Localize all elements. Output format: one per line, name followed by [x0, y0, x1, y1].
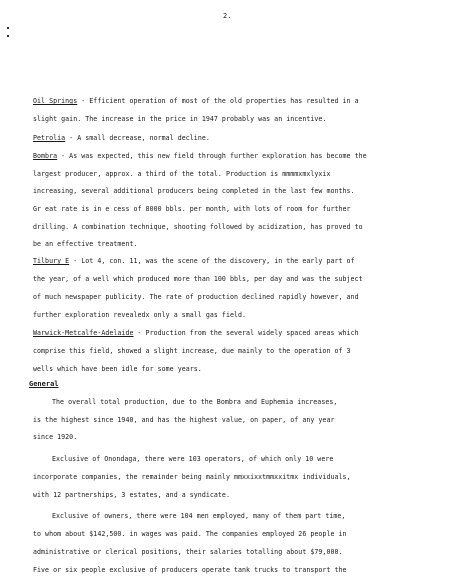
oil-springs-line-1	[33, 97, 359, 106]
tilbury-label: Tilbury E	[33, 257, 70, 265]
oil-springs-text: - Efficient operation of most of the old properties has resulted in a	[77, 97, 359, 105]
bombra-line-2: largest producer, approx. a third of the total. Production is mmmmxmxlyxix	[33, 170, 331, 178]
general-p3-line-2: to whom about $142,500. in wages was paid. The companies employed 26 people in	[33, 530, 347, 538]
bombra-line-1	[33, 152, 367, 161]
petrolia-line	[33, 134, 210, 143]
general-p3-line-4: Five or six people exclusive of producers operate tank trucks to transport the	[33, 566, 347, 574]
margin-mark	[7, 35, 9, 37]
bombra-line-5: drilling. A combination technique, shooting followed by acidization, has proved to	[33, 223, 363, 231]
warwick-line-3: wells which have been idle for some years.	[33, 365, 202, 373]
bombra-text: - As was expected, this new field through further exploration has become the	[57, 152, 367, 160]
oil-springs-label: Oil Springs	[33, 97, 78, 105]
tilbury-line-1	[33, 257, 355, 266]
petrolia-text: - A small decrease, normal decline.	[65, 134, 210, 142]
bombra-line-4: Gr eat rate is in e cess of 8000 bbls. per month, with lots of room for further	[33, 205, 351, 213]
general-heading: General	[29, 380, 59, 388]
general-p2-line-2: incorporate companies, the remainder being mainly mmxxixxtmmxxitmx individuals,	[33, 473, 351, 481]
petrolia-label: Petrolia	[33, 134, 66, 142]
general-p1-line-2: is the highest since 1940, and has the highest value, on paper, of any year	[33, 416, 335, 424]
general-p2-line-3: with 12 partnerships, 3 estates, and a syndicate.	[33, 491, 230, 499]
warwick-line-1	[33, 329, 359, 338]
general-p2-line-1: Exclusive of Onondaga, there were 103 operators, of which only 10 were	[52, 455, 334, 463]
warwick-line-2: comprise this field, showed a slight increase, due mainly to the operation of 3	[33, 347, 351, 355]
tilbury-text: - Lot 4, con. 11, was the scene of the discovery, in the early part of	[69, 257, 355, 265]
page-number: 2.	[223, 12, 232, 20]
tilbury-line-2: the year, of a well which produced more than 100 bbls, per day and was the subject	[33, 275, 363, 283]
margin-mark	[7, 27, 9, 29]
warwick-text: - Production from the several widely spaced areas which	[133, 329, 359, 337]
bombra-line-3: increasing, several additional producers being completed in the last few months.	[33, 187, 355, 195]
general-p3-line-1: Exclusive of owners, there were 104 men employed, many of them part time,	[52, 512, 346, 520]
general-p1-line-3: since 1920.	[33, 433, 78, 441]
warwick-label: Warwick-Metcalfe-Adelaide	[33, 329, 134, 337]
oil-springs-line-2: slight gain. The increase in the price in 1947 probably was an incentive.	[33, 115, 327, 123]
general-p3-line-3: administrative or clerical positions, their salaries totalling about $79,000.	[33, 548, 343, 556]
general-p1-line-1: The overall total production, due to the Bombra and Euphemia increases,	[52, 398, 338, 406]
bombra-line-6: be an effective treatment.	[33, 240, 138, 248]
tilbury-line-4: further exploration revealedx only a small gas field.	[33, 311, 247, 319]
bombra-label: Bombra	[33, 152, 58, 160]
tilbury-line-3: of much newspaper publicity. The rate of production declined rapidly however, and	[33, 293, 359, 301]
